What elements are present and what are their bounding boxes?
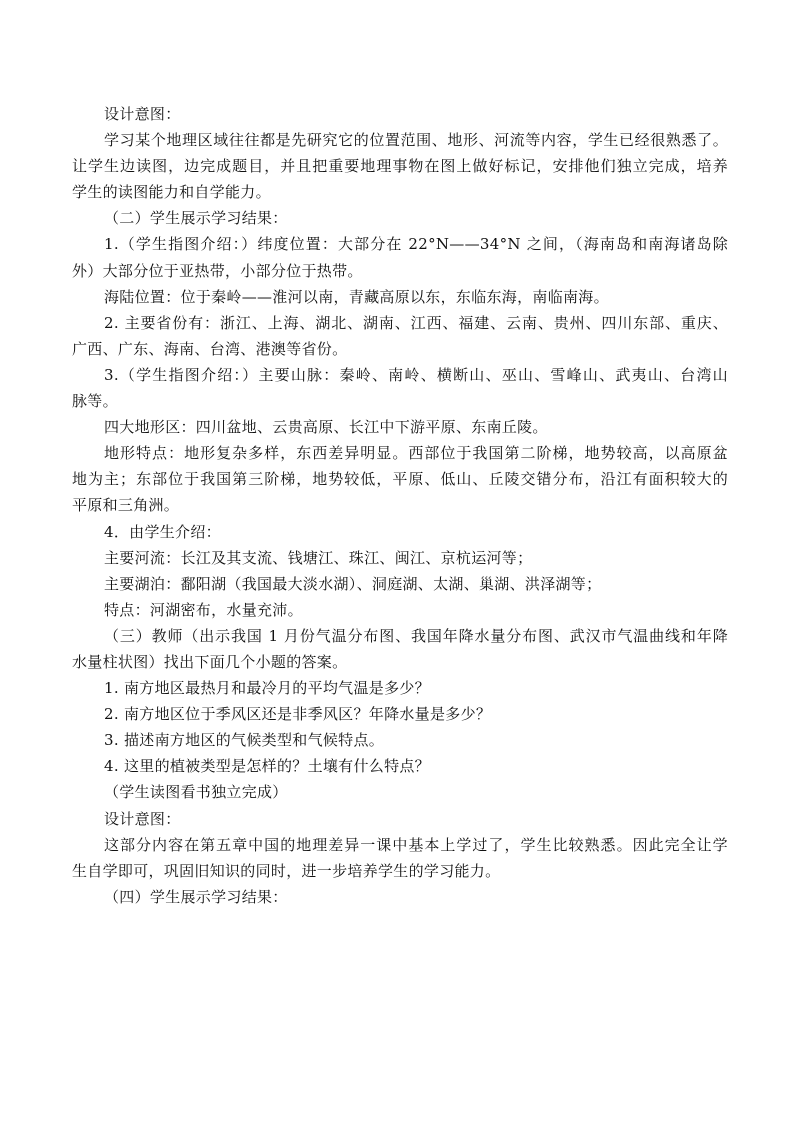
- paragraph-line: 这部分内容在第五章中国的地理差异一课中基本上学过了，学生比较熟悉。因此完全让学: [104, 835, 728, 854]
- paragraph-line: 外）大部分位于亚热带，小部分位于热带。: [72, 261, 363, 280]
- paragraph-line: 脉等。: [72, 392, 118, 411]
- paragraph-line: 水量柱状图）找出下面几个小题的答案。: [72, 652, 348, 671]
- paragraph-line: 1.（学生指图介绍：）纬度位置：大部分在 22°N——34°N 之间，（海南岛和南海诸岛除: [104, 235, 728, 254]
- question-item: 1. 南方地区最热月和最冷月的平均气温是多少？: [104, 679, 430, 698]
- question-item: 2. 南方地区位于季风区还是非季风区？年降水量是多少？: [104, 705, 492, 724]
- paragraph-line: 平原和三角洲。: [72, 496, 180, 515]
- section-heading: （三）教师（出示我国 1 月份气温分布图、我国年降水量分布图、武汉市气温曲线和年降: [104, 626, 728, 645]
- section-heading: （二）学生展示学习结果：: [104, 209, 288, 228]
- section-heading: （四）学生展示学习结果：: [104, 887, 288, 906]
- paragraph-line: 特点：河湖密布，水量充沛。: [104, 600, 303, 619]
- paragraph-line: 主要湖泊：鄱阳湖（我国最大淡水湖）、洞庭湖、太湖、巢湖、洪泽湖等；: [104, 574, 602, 593]
- paragraph-line: （学生读图看书独立完成）: [104, 783, 288, 802]
- paragraph-line: 设计意图：: [104, 105, 181, 123]
- paragraph-line: 3.（学生指图介绍：）主要山脉：秦岭、南岭、横断山、巫山、雪峰山、武夷山、台湾山: [104, 365, 728, 384]
- paragraph-line: 广西、广东、海南、台湾、港澳等省份。: [72, 339, 348, 358]
- document-body: [72, 101, 728, 910]
- paragraph-line: 四大地形区：四川盆地、云贵高原、长江中下游平原、东南丘陵。: [104, 418, 548, 437]
- paragraph-line: 学生的读图能力和自学能力。: [72, 183, 271, 202]
- paragraph-line: 主要河流：长江及其支流、钱塘江、珠江、闽江、京杭运河等；: [104, 548, 533, 567]
- paragraph-line: 学习某个地理区域往往都是先研究它的位置范围、地形、河流等内容，学生已经很熟悉了。: [104, 131, 728, 150]
- paragraph-line: 4．由学生介绍：: [104, 522, 221, 541]
- question-item: 4. 这里的植被类型是怎样的？土壤有什么特点？: [104, 757, 430, 776]
- paragraph-line: 海陆位置：位于秦岭——淮河以南，青藏高原以东，东临东海，南临南海。: [104, 287, 609, 306]
- paragraph-line: 生自学即可，巩固旧知识的同时，进一步培养学生的学习能力。: [72, 861, 501, 880]
- paragraph-line: 地形特点：地形复杂多样，东西差异明显。西部位于我国第二阶梯，地势较高，以高原盆: [104, 444, 728, 463]
- paragraph-line: 地为主；东部位于我国第三阶梯，地势较低，平原、低山、丘陵交错分布，沿江有面积较大的: [72, 470, 728, 489]
- paragraph-line: 设计意图：: [104, 809, 181, 828]
- paragraph-line: 2. 主要省份有：浙江、上海、湖北、湖南、江西、福建、云南、贵州、四川东部、重庆、: [104, 313, 728, 332]
- question-item: 3. 描述南方地区的气候类型和气候特点。: [104, 731, 385, 750]
- paragraph-line: 让学生边读图，边完成题目，并且把重要地理事物在图上做好标记，安排他们独立完成，培养: [72, 157, 728, 176]
